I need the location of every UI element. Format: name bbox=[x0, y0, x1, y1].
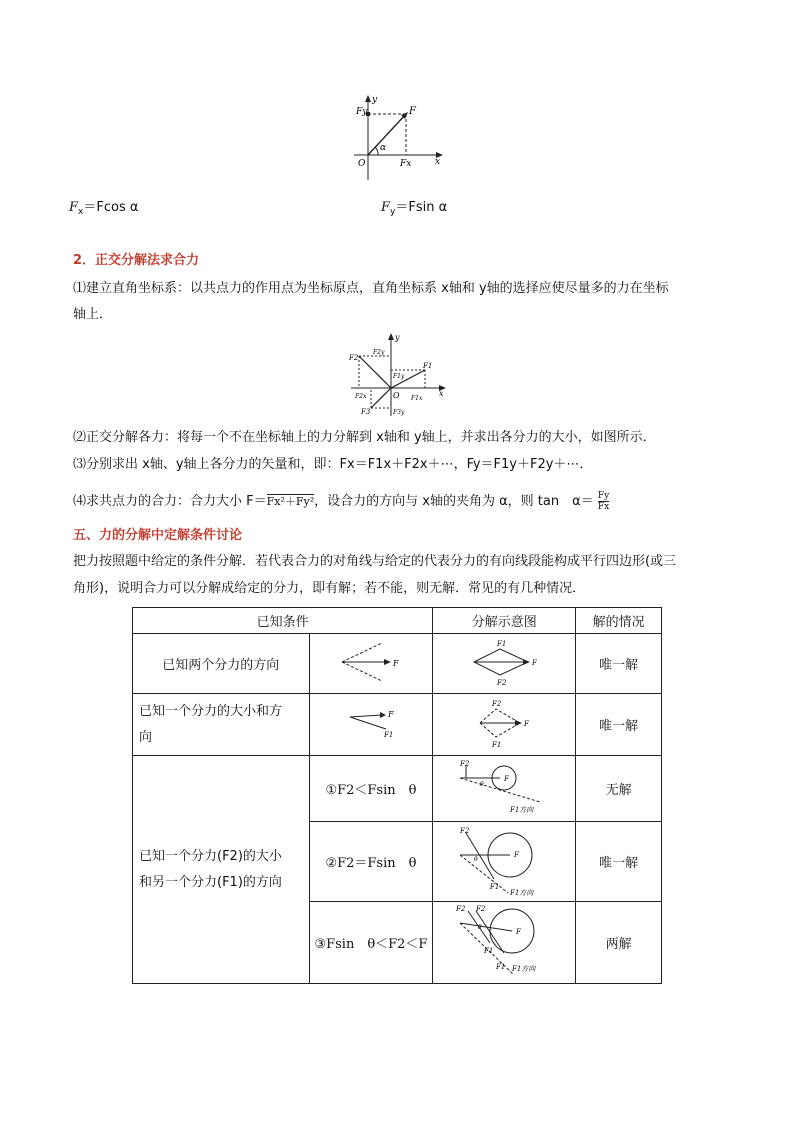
result-cell: 唯一解 bbox=[576, 822, 662, 902]
table-row bbox=[133, 694, 662, 756]
svg-text:F1: F1 bbox=[496, 962, 506, 971]
decomposition-figure bbox=[340, 92, 460, 187]
formula-fy: $F_y=Fsin$ α bbox=[381, 200, 448, 217]
svg-text:F2y: F2y bbox=[373, 349, 385, 356]
svg-text:O: O bbox=[393, 391, 400, 400]
svg-text:F1x: F1x bbox=[411, 395, 423, 402]
diagram-cell bbox=[433, 634, 576, 694]
fy-label: Fy bbox=[356, 107, 368, 117]
svg-text:F1: F1 bbox=[490, 882, 500, 891]
step4: ⑷求共点力的合力：合力大小 F＝Fx²＋Fy²，设合力的方向与 x轴的夹角为 α，则 tan α＝ $\frac{Fy}{Fx}$ bbox=[73, 491, 610, 512]
diagram-cell bbox=[433, 902, 576, 984]
diagram-cell bbox=[433, 756, 576, 822]
paragraph-line2: 角形)，说明合力可以分解成给定的分力，即有解；若不能，则无解．常见的有几种情况． bbox=[73, 581, 586, 596]
header-cell: 解的情况 bbox=[576, 608, 662, 634]
svg-text:F2: F2 bbox=[460, 759, 470, 768]
svg-text:F1: F1 bbox=[492, 740, 502, 749]
sub-condition-cell: ②F2＝Fsin θ bbox=[309, 822, 433, 902]
diagram-cell bbox=[433, 694, 576, 756]
section-heading: 2．正交分解法求合力 bbox=[73, 253, 200, 268]
step1-line2: 轴上． bbox=[73, 307, 113, 322]
diagram-cell bbox=[433, 822, 576, 902]
svg-text:F: F bbox=[504, 774, 510, 783]
condition-figure bbox=[309, 634, 433, 694]
svg-text:F1: F1 bbox=[484, 946, 494, 955]
svg-text:F2: F2 bbox=[497, 678, 507, 687]
table-row bbox=[133, 634, 662, 694]
result-cell: 唯一解 bbox=[576, 634, 662, 694]
header-cell: 分解示意图 bbox=[433, 608, 576, 634]
svg-text:F: F bbox=[524, 719, 530, 728]
f-label: F bbox=[409, 106, 416, 117]
svg-text:F: F bbox=[516, 927, 522, 936]
fx-label: Fx bbox=[400, 159, 412, 169]
svg-text:F1: F1 bbox=[423, 362, 433, 370]
svg-text:F1方向: F1方向 bbox=[512, 964, 536, 973]
table-row bbox=[133, 756, 662, 822]
x-axis-label: x bbox=[435, 157, 441, 167]
y-axis-label: y bbox=[372, 95, 378, 105]
svg-text:F2: F2 bbox=[349, 354, 359, 362]
svg-text:θ: θ bbox=[474, 855, 478, 863]
svg-text:F3y: F3y bbox=[393, 409, 405, 416]
condition-cell: 已知一个分力的大小和方 向 bbox=[133, 694, 310, 756]
result-cell: 无解 bbox=[576, 756, 662, 822]
paragraph-line1: 把力按照题中给定的条件分解．若代表合力的对角线与给定的代表分力的有向线段能构成平行四边形(或三 bbox=[73, 554, 677, 569]
condition-figure bbox=[309, 694, 433, 756]
sub-condition-cell: ①F2＜Fsin θ bbox=[309, 756, 433, 822]
svg-text:F2: F2 bbox=[456, 904, 466, 913]
header-cell: 已知条件 bbox=[133, 608, 433, 634]
svg-text:F2: F2 bbox=[460, 826, 470, 835]
svg-text:F1方向: F1方向 bbox=[510, 805, 534, 814]
origin-label: O bbox=[358, 159, 366, 169]
svg-text:F1: F1 bbox=[497, 639, 507, 648]
orthogonal-decomposition-figure bbox=[345, 330, 450, 420]
svg-text:F1方向: F1方向 bbox=[510, 888, 534, 897]
svg-text:θ: θ bbox=[478, 923, 482, 931]
svg-text:x: x bbox=[439, 389, 444, 398]
condition-cell: 已知两个分力的方向 bbox=[133, 634, 310, 694]
alpha-label: α bbox=[380, 143, 387, 153]
svg-text:F: F bbox=[532, 658, 538, 667]
svg-text:F2: F2 bbox=[476, 904, 486, 913]
svg-text:F3: F3 bbox=[361, 408, 371, 416]
step3: ⑶分别求出 x轴、y轴上各分力的矢量和，即：Fx＝F1x＋F2x＋⋯，Fy＝F1y＋F2y＋⋯． bbox=[73, 457, 593, 472]
svg-text:F: F bbox=[392, 658, 399, 668]
svg-text:F1y: F1y bbox=[393, 373, 405, 380]
svg-text:F2: F2 bbox=[492, 699, 502, 708]
svg-text:θ: θ bbox=[480, 780, 484, 788]
formula-fx: $F_x=Fcos$ α bbox=[69, 200, 139, 217]
conditions-table bbox=[132, 607, 662, 984]
svg-text:F: F bbox=[514, 850, 520, 859]
svg-text:F: F bbox=[387, 709, 394, 719]
svg-text:F1: F1 bbox=[383, 730, 394, 739]
table-header-row bbox=[133, 608, 662, 634]
svg-text:y: y bbox=[395, 333, 400, 342]
svg-text:F2x: F2x bbox=[355, 393, 367, 400]
step2: ⑵正交分解各力：将每一个不在坐标轴上的力分解到 x轴和 y轴上，并求出各分力的大小，如图所示． bbox=[73, 430, 656, 445]
step1-line1: ⑴建立直角坐标系：以共点力的作用点为坐标原点，直角坐标系 x轴和 y轴的选择应使尽量多的力在坐标 bbox=[73, 281, 669, 296]
section-heading-5: 五、力的分解中定解条件讨论 bbox=[73, 528, 243, 543]
condition-cell: 已知一个分力(F2)的大小 和另一个分力(F1)的方向 bbox=[133, 756, 310, 984]
sub-condition-cell: ③Fsin θ＜F2＜F bbox=[309, 902, 433, 984]
result-cell: 两解 bbox=[576, 902, 662, 984]
result-cell: 唯一解 bbox=[576, 694, 662, 756]
